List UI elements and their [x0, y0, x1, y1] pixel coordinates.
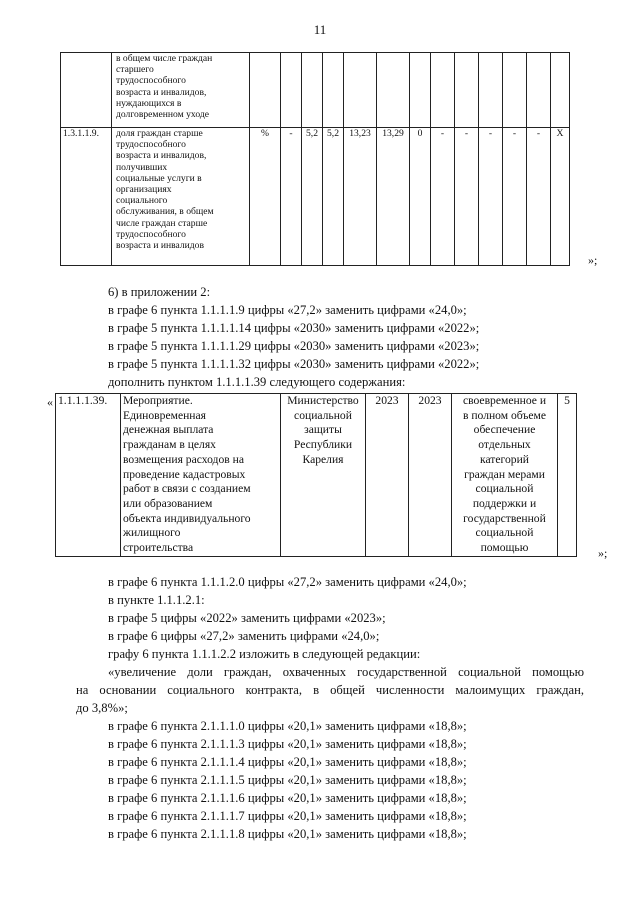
- indicator-line: обслуживания, в общем: [116, 206, 214, 218]
- table-cell-measure: [121, 394, 281, 557]
- measure-line: возмещения расходов на: [123, 452, 244, 466]
- table-cell: [551, 53, 570, 128]
- measure-line: проведение кадастровых: [123, 467, 246, 481]
- table-cell: [431, 53, 455, 128]
- indicator-line: возраста и инвалидов,: [116, 150, 207, 162]
- table-cell: 0: [410, 128, 431, 266]
- paragraph: в графе 6 цифры «27,2» заменить цифрами «24,0»;: [108, 629, 380, 643]
- executor-line: Министерство: [287, 394, 359, 407]
- executor-line: Карелия: [302, 452, 344, 466]
- paragraph: в графе 6 пункта 2.1.1.1.0 цифры «20,1» заменить цифрами «18,8»;: [108, 719, 467, 733]
- executor-line: защиты: [304, 423, 342, 437]
- table-cell-link: 5: [558, 394, 577, 557]
- table-cell-indicator: [112, 53, 250, 128]
- paragraph: в графе 5 цифры «2022» заменить цифрами «2023»;: [108, 611, 386, 625]
- table-cell: -: [527, 128, 551, 266]
- table-cell: -: [503, 128, 527, 266]
- paragraph: в графе 6 пункта 1.1.1.2.0 цифры «27,2» заменить цифрами «24,0»;: [108, 575, 467, 589]
- result-line: категорий: [480, 452, 529, 466]
- table-cell: -: [281, 128, 302, 266]
- result-line: отдельных: [478, 438, 531, 452]
- result-line: своевременное и: [462, 394, 547, 407]
- indicator-line: трудоспособного: [116, 75, 186, 87]
- measure-line: гражданам в целях: [123, 438, 216, 452]
- result-line: помощью: [480, 541, 529, 555]
- result-line: поддержки и: [472, 496, 537, 510]
- table-cell: [455, 53, 479, 128]
- measure-line: жилищного: [123, 526, 181, 540]
- table-cell: [281, 53, 302, 128]
- measure-line: денежная выплата: [123, 423, 214, 437]
- indicator-line: числе граждан старше: [116, 217, 208, 229]
- table-cell-num: 1.3.1.1.9.: [61, 128, 112, 266]
- result-line: социальной: [475, 482, 534, 496]
- table-cell-result: [452, 394, 558, 557]
- indicator-line: возраста и инвалидов: [116, 240, 205, 252]
- measure-line: строительства: [123, 541, 194, 555]
- table-cell: [250, 53, 281, 128]
- table-cell-executor: [281, 394, 366, 557]
- indicator-line: нуждающихся в: [116, 97, 182, 109]
- table-cell: -: [455, 128, 479, 266]
- table-cell: [344, 53, 377, 128]
- indicators-table: [60, 52, 570, 266]
- indicator-line: старшего: [116, 64, 154, 76]
- paragraph: в графе 6 пункта 2.1.1.1.8 цифры «20,1» заменить цифрами «18,8»;: [108, 827, 467, 841]
- paragraph: в графе 5 пункта 1.1.1.1.32 цифры «2030» заменить цифрами «2022»;: [108, 357, 480, 371]
- indicator-line: социального: [116, 195, 168, 207]
- result-line: государственной: [463, 511, 546, 525]
- paragraph: 6) в приложении 2:: [108, 285, 211, 299]
- table-cell: 13,23: [344, 128, 377, 266]
- executor-line: Республики: [293, 438, 353, 452]
- table-cell-indicator: [112, 128, 250, 266]
- table-cell: [323, 53, 344, 128]
- table-cell-year-start: 2023: [366, 394, 409, 557]
- table-cell: [377, 53, 410, 128]
- closing-quote: »;: [598, 546, 608, 560]
- measure-line: объекта индивидуального: [123, 511, 251, 525]
- quote-text-line: на основании социального контракта, в общей численности малоимущих граждан,: [76, 683, 584, 697]
- page-number: 11: [313, 22, 327, 37]
- result-line: в полном объеме: [462, 408, 547, 422]
- indicator-line: организациях: [116, 184, 172, 196]
- closing-quote: »;: [588, 253, 598, 267]
- table-cell: [410, 53, 431, 128]
- indicator-line: доля граждан старше: [116, 128, 203, 139]
- paragraph: в пункте 1.1.1.2.1:: [108, 593, 205, 607]
- indicator-line: социальные услуги в: [116, 172, 202, 184]
- indicator-line: получивших: [116, 161, 168, 173]
- table-cell-num: [61, 53, 112, 128]
- paragraph: в графе 5 пункта 1.1.1.1.14 цифры «2030» заменить цифрами «2022»;: [108, 321, 480, 335]
- table-cell: [527, 53, 551, 128]
- table-cell: [479, 53, 503, 128]
- measures-table: [55, 393, 577, 557]
- measure-line: работ в связи с созданием: [123, 482, 251, 496]
- paragraph: в графе 6 пункта 2.1.1.1.5 цифры «20,1» заменить цифрами «18,8»;: [108, 773, 467, 787]
- indicator-line: возраста и инвалидов,: [116, 86, 207, 98]
- executor-line: социальной: [294, 408, 352, 422]
- table-cell: Х: [551, 128, 570, 266]
- result-line: социальной: [475, 526, 534, 540]
- paragraph: в графе 6 пункта 1.1.1.1.9 цифры «27,2» заменить цифрами «24,0»;: [108, 303, 467, 317]
- result-line: граждан мерами: [464, 467, 545, 481]
- indicator-line: трудоспособного: [116, 228, 186, 240]
- table-cell-year-end: 2023: [409, 394, 452, 557]
- indicator-line: долговременном уходе: [116, 109, 209, 121]
- table-cell: -: [479, 128, 503, 266]
- table-row: [56, 394, 577, 557]
- table-cell-num: 1.1.1.1.39.: [56, 394, 121, 557]
- indicator-line: в общем числе граждан: [116, 53, 213, 64]
- table-cell: 5,2: [302, 128, 323, 266]
- paragraph: в графе 5 пункта 1.1.1.1.29 цифры «2030» заменить цифрами «2023»;: [108, 339, 480, 353]
- table-cell: [302, 53, 323, 128]
- paragraph: в графе 6 пункта 2.1.1.1.4 цифры «20,1» заменить цифрами «18,8»;: [108, 755, 467, 769]
- quote-text-line: «увеличение доли граждан, охваченных государственной социальной помощью: [108, 665, 584, 679]
- measure-line: Мероприятие.: [123, 394, 193, 407]
- table-row: [61, 53, 570, 128]
- paragraph: дополнить пунктом 1.1.1.1.39 следующего содержания:: [108, 375, 406, 389]
- result-line: обеспечение: [473, 423, 536, 437]
- table-cell-unit: %: [250, 128, 281, 266]
- table-cell: 13,29: [377, 128, 410, 266]
- measure-line: Единовременная: [123, 408, 206, 422]
- table-row: [61, 128, 570, 266]
- table-cell: -: [431, 128, 455, 266]
- paragraph: графу 6 пункта 1.1.1.2.2 изложить в следующей редакции:: [108, 647, 421, 661]
- paragraph: в графе 6 пункта 2.1.1.1.6 цифры «20,1» заменить цифрами «18,8»;: [108, 791, 467, 805]
- indicator-line: трудоспособного: [116, 139, 186, 151]
- table-cell: [503, 53, 527, 128]
- table-cell: 5,2: [323, 128, 344, 266]
- paragraph: в графе 6 пункта 2.1.1.1.3 цифры «20,1» заменить цифрами «18,8»;: [108, 737, 467, 751]
- opening-quote: «: [47, 395, 53, 409]
- paragraph: в графе 6 пункта 2.1.1.1.7 цифры «20,1» заменить цифрами «18,8»;: [108, 809, 467, 823]
- quote-text-line: до 3,8%»;: [76, 701, 128, 715]
- measure-line: или образованием: [123, 496, 213, 510]
